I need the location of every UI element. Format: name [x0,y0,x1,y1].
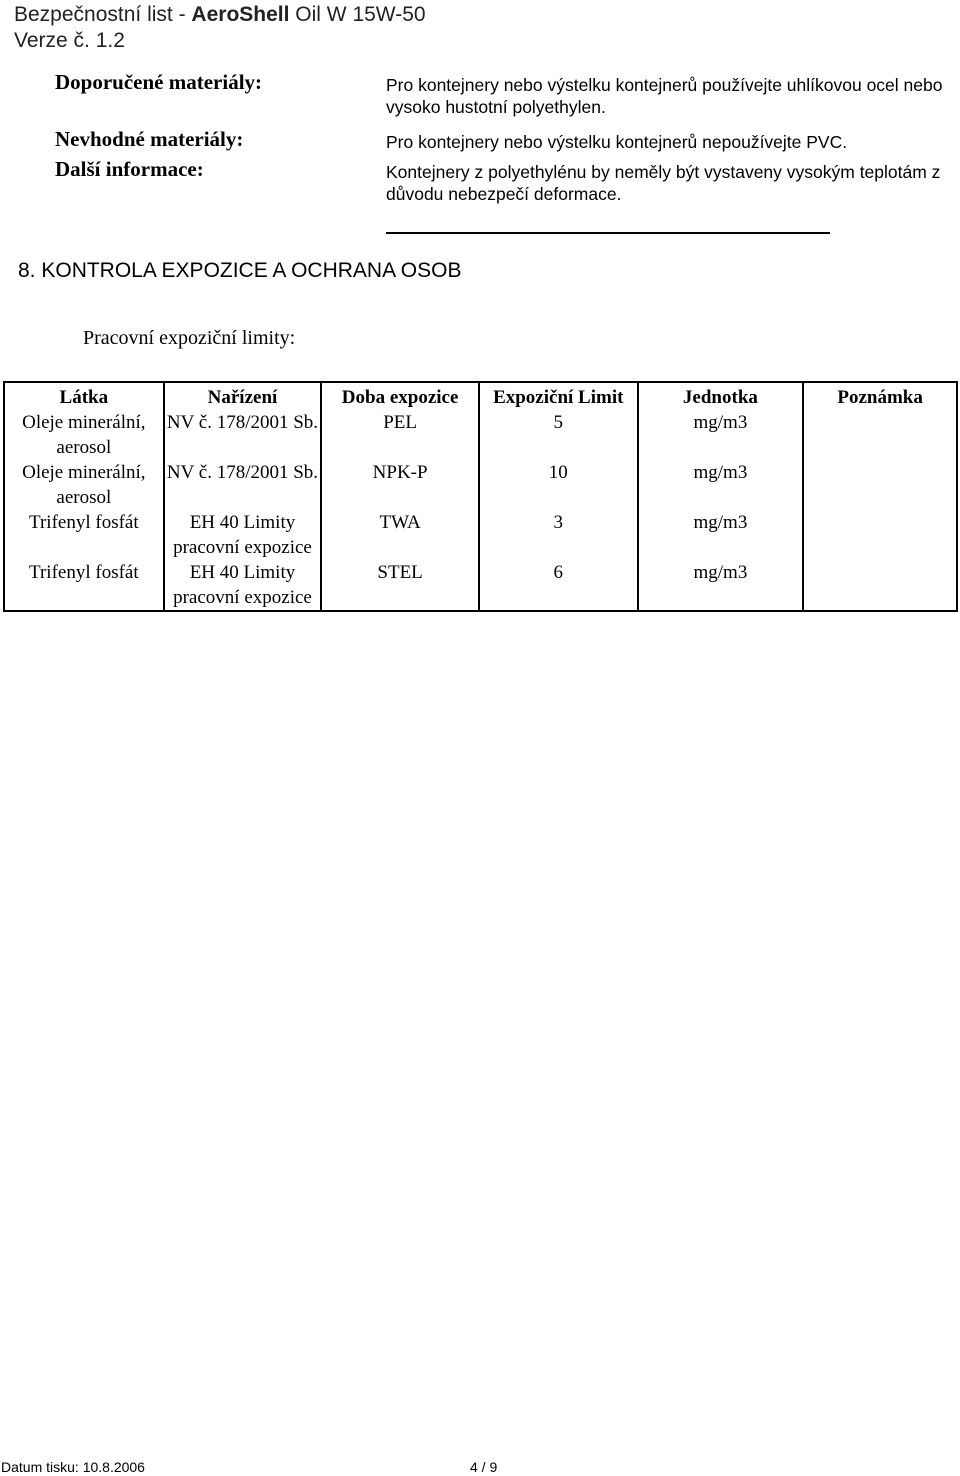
document-header [14,2,426,54]
document-title [14,2,426,28]
header-narizeni: Nařízení [164,382,322,410]
title-suffix: Oil W 15W-50 [289,3,426,26]
cell-expozicni-limit: 10 [479,460,638,510]
header-doba-expozice: Doba expozice [321,382,479,410]
table-row [4,460,957,510]
table-row [4,510,957,560]
exposure-limits-subheading: Pracovní expoziční limity: [83,327,296,349]
table-row [4,410,957,460]
header-latka: Látka [4,382,164,410]
cell-expozicni-limit: 6 [479,560,638,611]
cell-narizeni: NV č. 178/2001 Sb. [164,410,322,460]
separator-line [386,232,830,234]
cell-poznamka [803,510,957,560]
cell-latka: Trifenyl fosfát [4,560,164,611]
unsuitable-materials-text: Pro kontejnery nebo výstelku kontejnerů nepoužívejte PVC. [386,132,848,152]
cell-poznamka [803,460,957,510]
cell-poznamka [803,560,957,611]
title-product: AeroShell [191,3,290,26]
cell-poznamka [803,410,957,460]
additional-info-label: Další informace: [55,157,204,181]
exposure-limits-table [3,381,958,612]
cell-doba-expozice: PEL [321,410,479,460]
header-poznamka: Poznámka [803,382,957,410]
cell-jednotka: mg/m3 [638,510,804,560]
unsuitable-materials-label: Nevhodné materiály: [55,127,244,151]
cell-expozicni-limit: 3 [479,510,638,560]
cell-narizeni: EH 40 Limity pracovní expozice [164,560,322,611]
cell-latka: Trifenyl fosfát [4,510,164,560]
page-number: 4 / 9 [470,1459,498,1475]
cell-narizeni: EH 40 Limity pracovní expozice [164,510,322,560]
cell-narizeni: NV č. 178/2001 Sb. [164,460,322,510]
document-version: Verze č. 1.2 [14,29,125,52]
cell-doba-expozice: NPK-P [321,460,479,510]
cell-doba-expozice: TWA [321,510,479,560]
header-jednotka: Jednotka [638,382,804,410]
cell-latka: Oleje minerální, aerosol [4,460,164,510]
additional-info-text: Kontejnery z polyethylénu by neměly být vystaveny vysokým teplotám z důvodu nebezpečí deformace. [386,162,941,204]
header-expozicni-limit: Expoziční Limit [479,382,638,410]
table-header-row [4,382,957,410]
section-title: 8. KONTROLA EXPOZICE A OCHRANA OSOB [18,259,462,282]
cell-jednotka: mg/m3 [638,410,804,460]
cell-doba-expozice: STEL [321,560,479,611]
title-prefix: Bezpečnostní list - [14,3,192,26]
cell-jednotka: mg/m3 [638,460,804,510]
cell-expozicni-limit: 5 [479,410,638,460]
recommended-materials-text: Pro kontejnery nebo výstelku kontejnerů používejte uhlíkovou ocel nebo vysoko hustotní polyethylen. [386,75,943,117]
cell-latka: Oleje minerální, aerosol [4,410,164,460]
cell-jednotka: mg/m3 [638,560,804,611]
recommended-materials-label: Doporučené materiály: [55,70,263,94]
print-date: Datum tisku: 10.8.2006 [1,1459,145,1475]
table-row [4,560,957,611]
